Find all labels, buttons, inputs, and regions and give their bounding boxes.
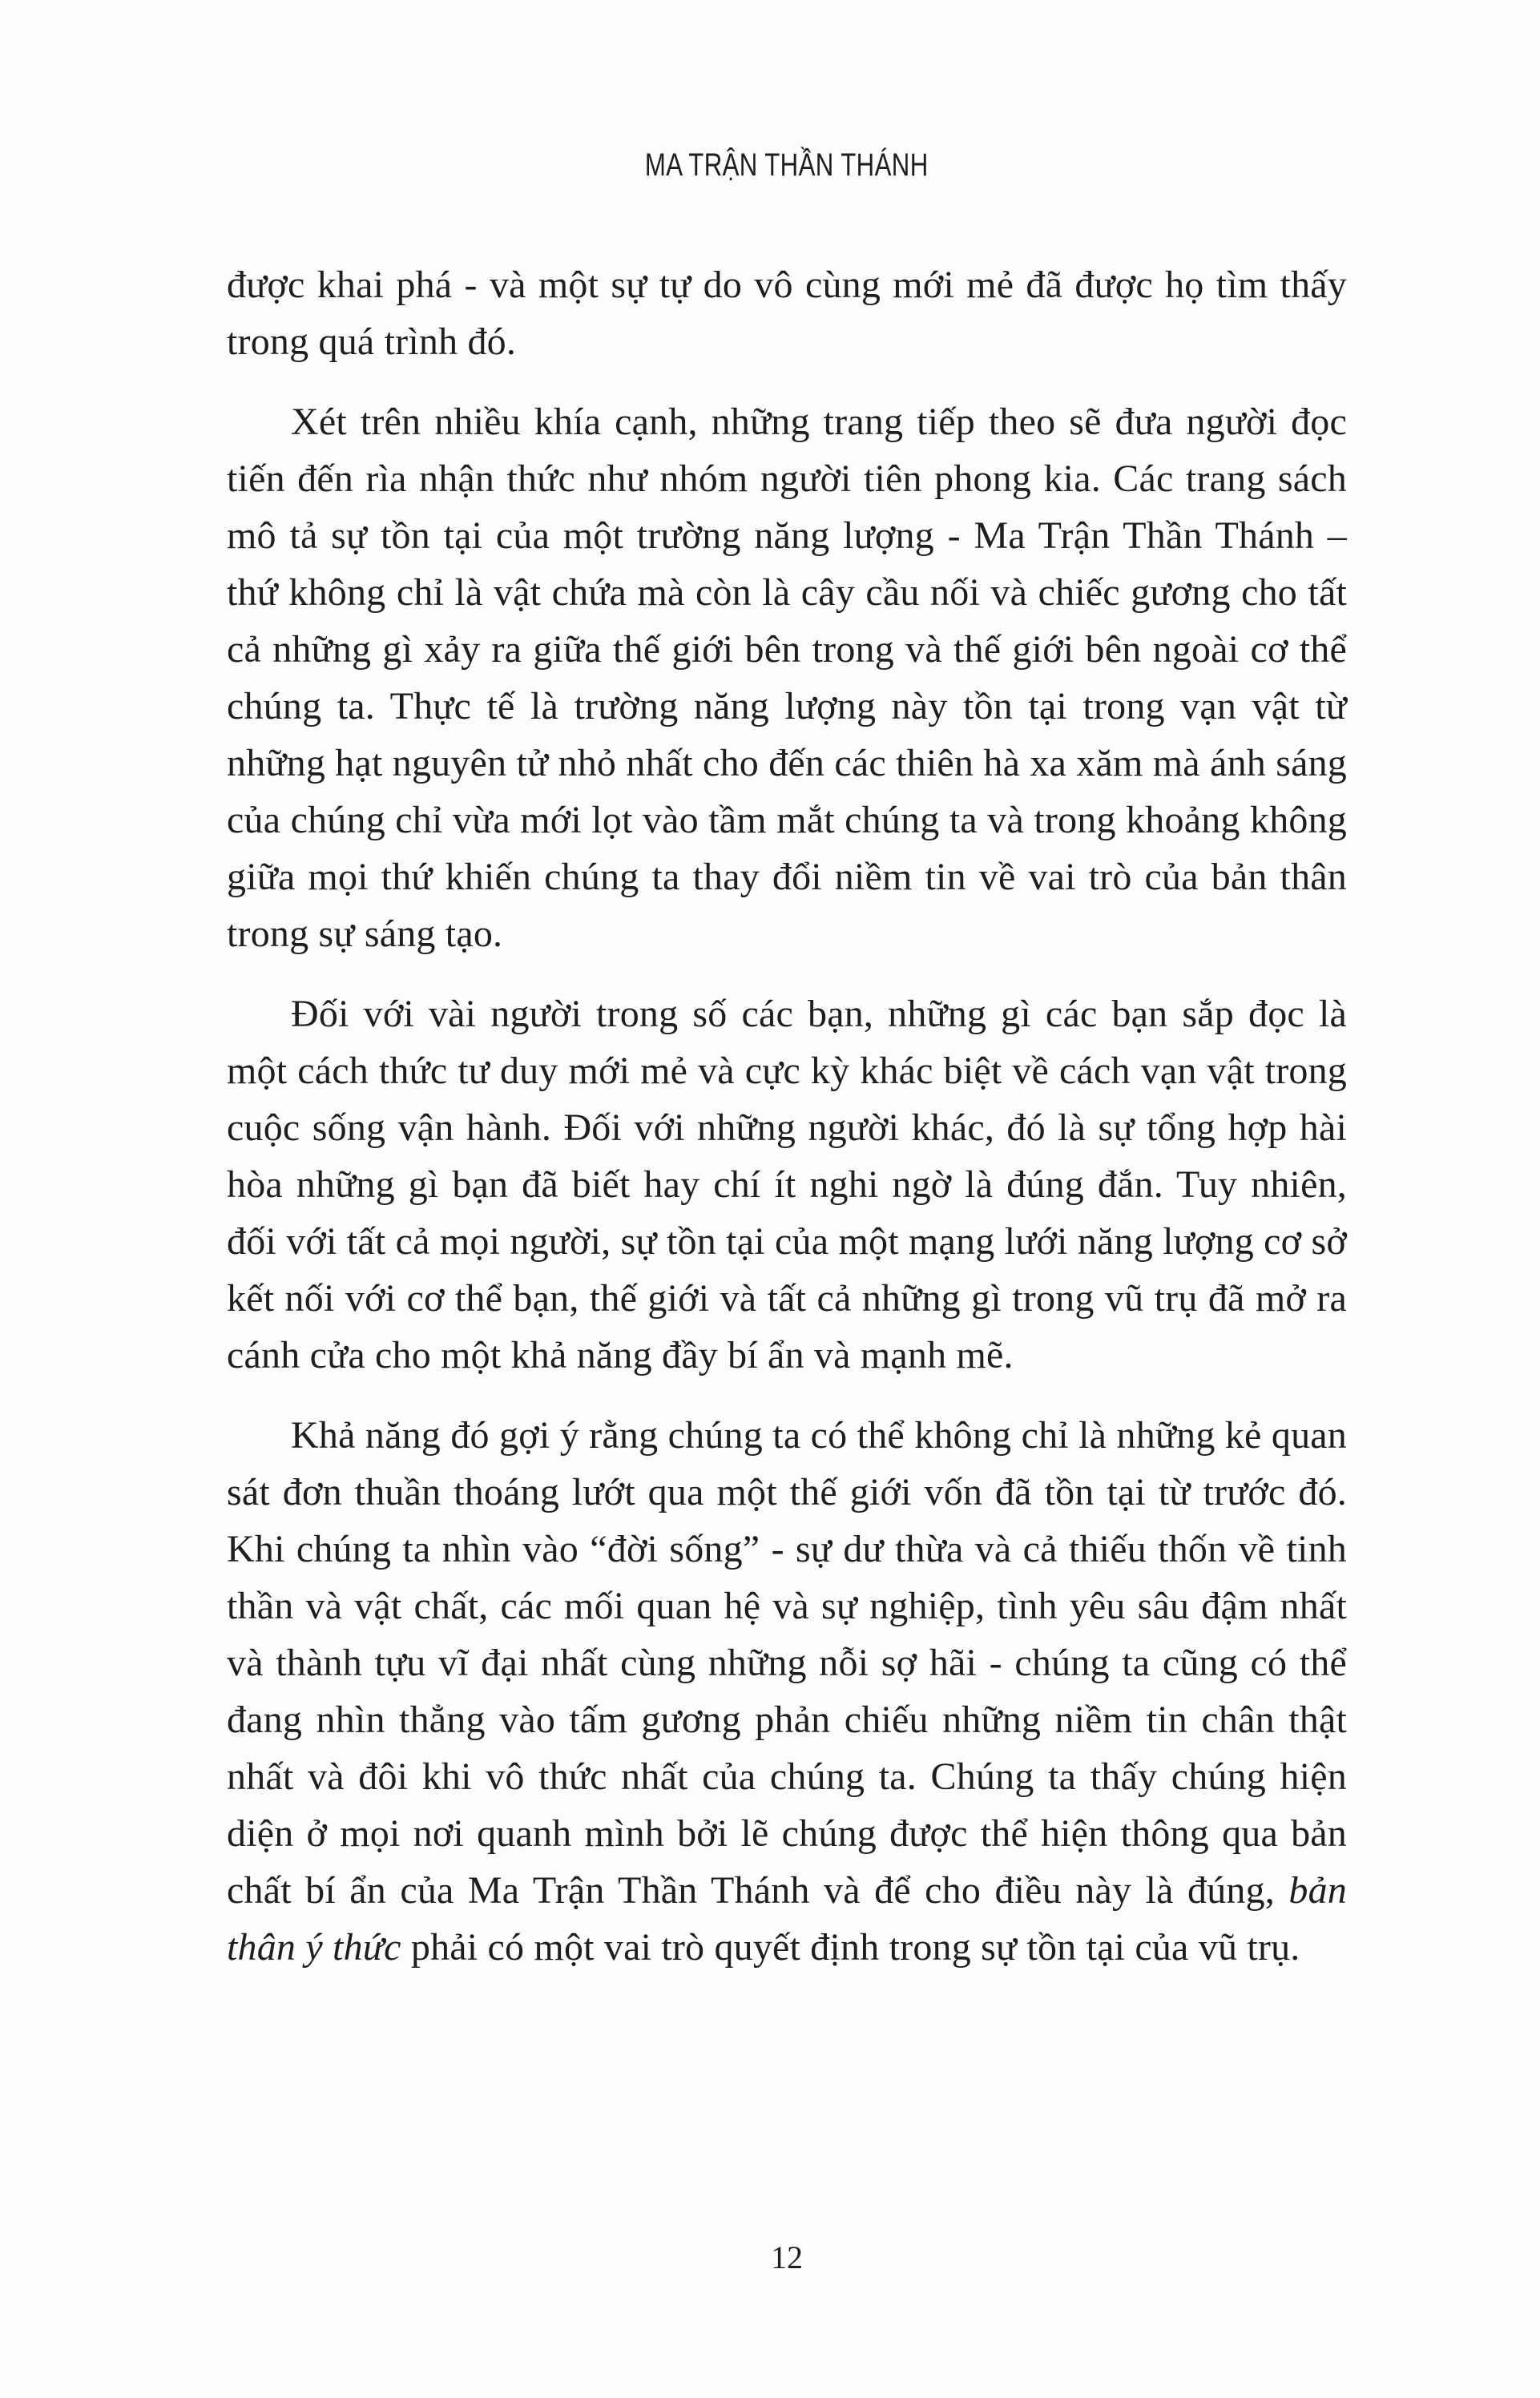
- body-text: [227, 256, 1347, 1999]
- italic-phrase: bản thân ý thức: [227, 1869, 1347, 1969]
- paragraph-text: được khai phá - và một sự tự do vô cùng mới mẻ đã được họ tìm thấy trong quá trình đó.: [227, 264, 1347, 363]
- running-head-title: MA TRẬN THẦN THÁNH: [645, 147, 929, 183]
- paragraph-3: [227, 985, 1347, 1384]
- page-number: 12: [771, 2239, 803, 2275]
- paragraph-text: Khả năng đó gợi ý rằng chúng ta có thể không chỉ là những kẻ quan sát đơn thuần thoáng lướt qua một thế giới vốn đã tồn tại từ trước đó. Khi chúng ta nhìn vào “đời sống” - sự dư thừa và cả thiếu thốn về tinh thần và vật chất, các mối quan hệ và sự nghiệp, tình yêu sâu đậm nhất và thành tựu vĩ đại nhất cùng những nỗi sợ hãi - chúng ta cũng có thể đang nhìn thẳng vào tấm gương phản chiếu những niềm tin chân thật nhất và đôi khi vô thức nhất của chúng ta. Chúng ta thấy chúng hiện diện ở mọi nơi quanh mình bởi lẽ chúng được thể hiện thông qua bản chất bí ẩn của Ma Trận Thần Thánh và để cho điều này là đúng,: [227, 1414, 1347, 1912]
- paragraph-4: [227, 1407, 1347, 1976]
- paragraph-continuation: [227, 256, 1347, 370]
- paragraph-text: Xét trên nhiều khía cạnh, những trang tiếp theo sẽ đưa người đọc tiến đến rìa nhận thức như nhóm người tiên phong kia. Các trang sách mô tả sự tồn tại của một trường năng lượng - Ma Trận Thần Thánh – thứ không chỉ là vật chứa mà còn là cây cầu nối và chiếc gương cho tất cả những gì xảy ra giữa thế giới bên trong và thế giới bên ngoài cơ thể chúng ta. Thực tế là trường năng lượng này tồn tại trong vạn vật từ những hạt nguyên tử nhỏ nhất cho đến các thiên hà xa xăm mà ánh sáng của chúng chỉ vừa mới lọt vào tầm mắt chúng ta và trong khoảng không giữa mọi thứ khiến chúng ta thay đổi niềm tin về vai trò của bản thân trong sự sáng tạo.: [227, 401, 1347, 955]
- paragraph-text: phải có một vai trò quyết định trong sự tồn tại của vũ trụ.: [401, 1926, 1300, 1969]
- paragraph-text: Đối với vài người trong số các bạn, những gì các bạn sắp đọc là một cách thức tư duy mới mẻ và cực kỳ khác biệt về cách vạn vật trong cuộc sống vận hành. Đối với những người khác, đó là sự tổng hợp hài hòa những gì bạn đã biết hay chí ít nghi ngờ là đúng đắn. Tuy nhiên, đối với tất cả mọi người, sự tồn tại của một mạng lưới năng lượng cơ sở kết nối với cơ thể bạn, thế giới và tất cả những gì trong vũ trụ đã mở ra cánh cửa cho một khả năng đầy bí ẩn và mạnh mẽ.: [227, 993, 1347, 1376]
- running-head: [227, 149, 1347, 181]
- paragraph-2: [227, 393, 1347, 962]
